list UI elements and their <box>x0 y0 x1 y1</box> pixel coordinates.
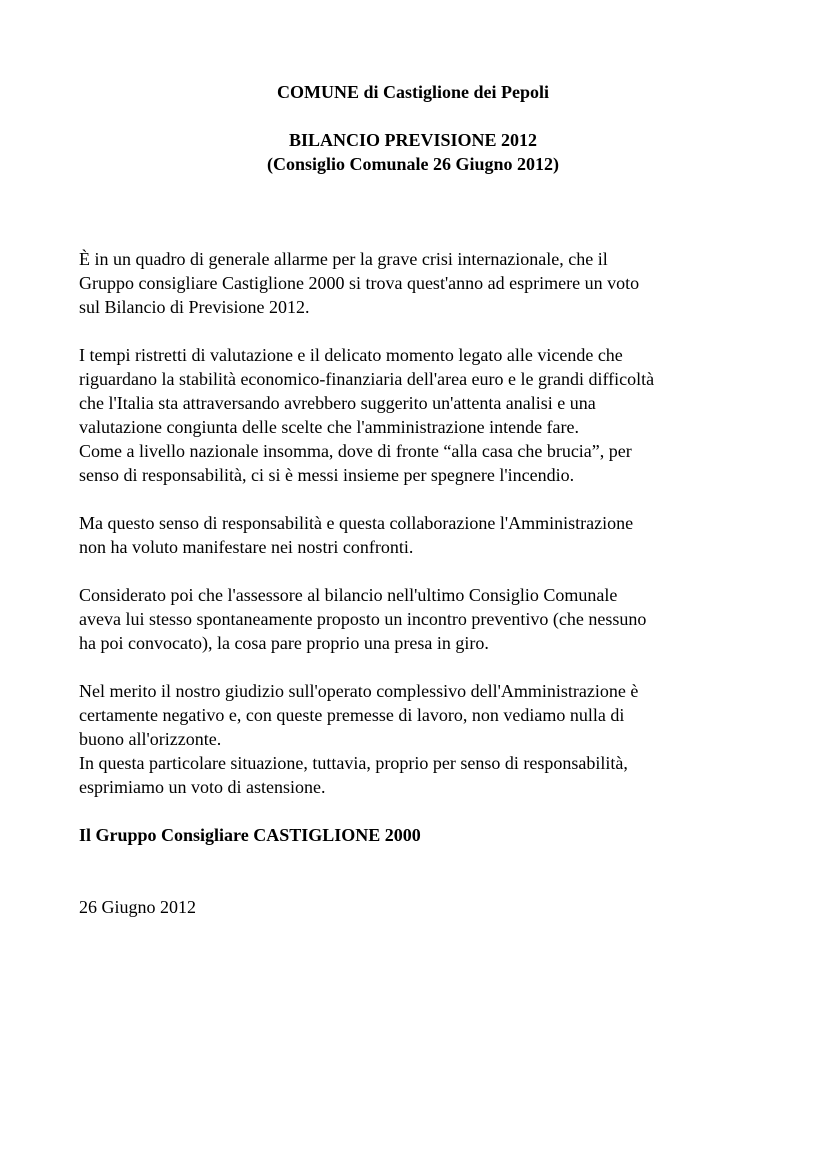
municipality-heading: COMUNE di Castiglione dei Pepoli <box>276 82 549 102</box>
paragraph-5-line: Nel merito il nostro giudizio sull'operato complessivo dell'Amministrazione è <box>79 681 639 701</box>
paragraph-5-line: certamente negativo e, con queste premesse di lavoro, non vediamo nulla di <box>79 705 625 725</box>
paragraph-2-line: valutazione congiunta delle scelte che l'amministrazione intende fare. <box>79 417 580 437</box>
paragraph-3-line: non ha voluto manifestare nei nostri confronti. <box>79 537 414 557</box>
paragraph-4-line: aveva lui stesso spontaneamente proposto un incontro preventivo (che nessuno <box>79 609 647 629</box>
signature: Il Gruppo Consigliare CASTIGLIONE 2000 <box>79 825 421 845</box>
paragraph-2-line: I tempi ristretti di valutazione e il delicato momento legato alle vicende che <box>79 345 623 365</box>
paragraph-5-line: In questa particolare situazione, tuttavia, proprio per senso di responsabilità, <box>79 753 628 773</box>
document-subtitle: (Consiglio Comunale 26 Giugno 2012) <box>266 154 560 174</box>
paragraph-1-line: Gruppo consigliare Castiglione 2000 si trova quest'anno ad esprimere un voto <box>79 273 640 293</box>
paragraph-1-line: sul Bilancio di Previsione 2012. <box>79 297 310 317</box>
paragraph-3-line: Ma questo senso di responsabilità e questa collaborazione l'Amministrazione <box>79 513 634 533</box>
paragraph-5-line: esprimiamo un voto di astensione. <box>79 777 326 797</box>
paragraph-2-line: Come a livello nazionale insomma, dove di fronte “alla casa che brucia”, per <box>79 441 632 461</box>
paragraph-2-line: che l'Italia sta attraversando avrebbero suggerito un'attenta analisi e una <box>79 393 596 413</box>
paragraph-2-line: riguardano la stabilità economico-finanziaria dell'area euro e le grandi difficoltà <box>79 369 655 389</box>
document-title: BILANCIO PREVISIONE 2012 <box>288 130 538 150</box>
paragraph-2-line: senso di responsabilità, ci si è messi insieme per spegnere l'incendio. <box>79 465 575 485</box>
paragraph-4-line: ha poi convocato), la cosa pare proprio una presa in giro. <box>79 633 489 653</box>
document-date: 26 Giugno 2012 <box>79 897 196 917</box>
paragraph-4-line: Considerato poi che l'assessore al bilancio nell'ultimo Consiglio Comunale <box>79 585 618 605</box>
paragraph-5-line: buono all'orizzonte. <box>79 729 222 749</box>
paragraph-1-line: È in un quadro di generale allarme per la grave crisi internazionale, che il <box>79 249 608 269</box>
